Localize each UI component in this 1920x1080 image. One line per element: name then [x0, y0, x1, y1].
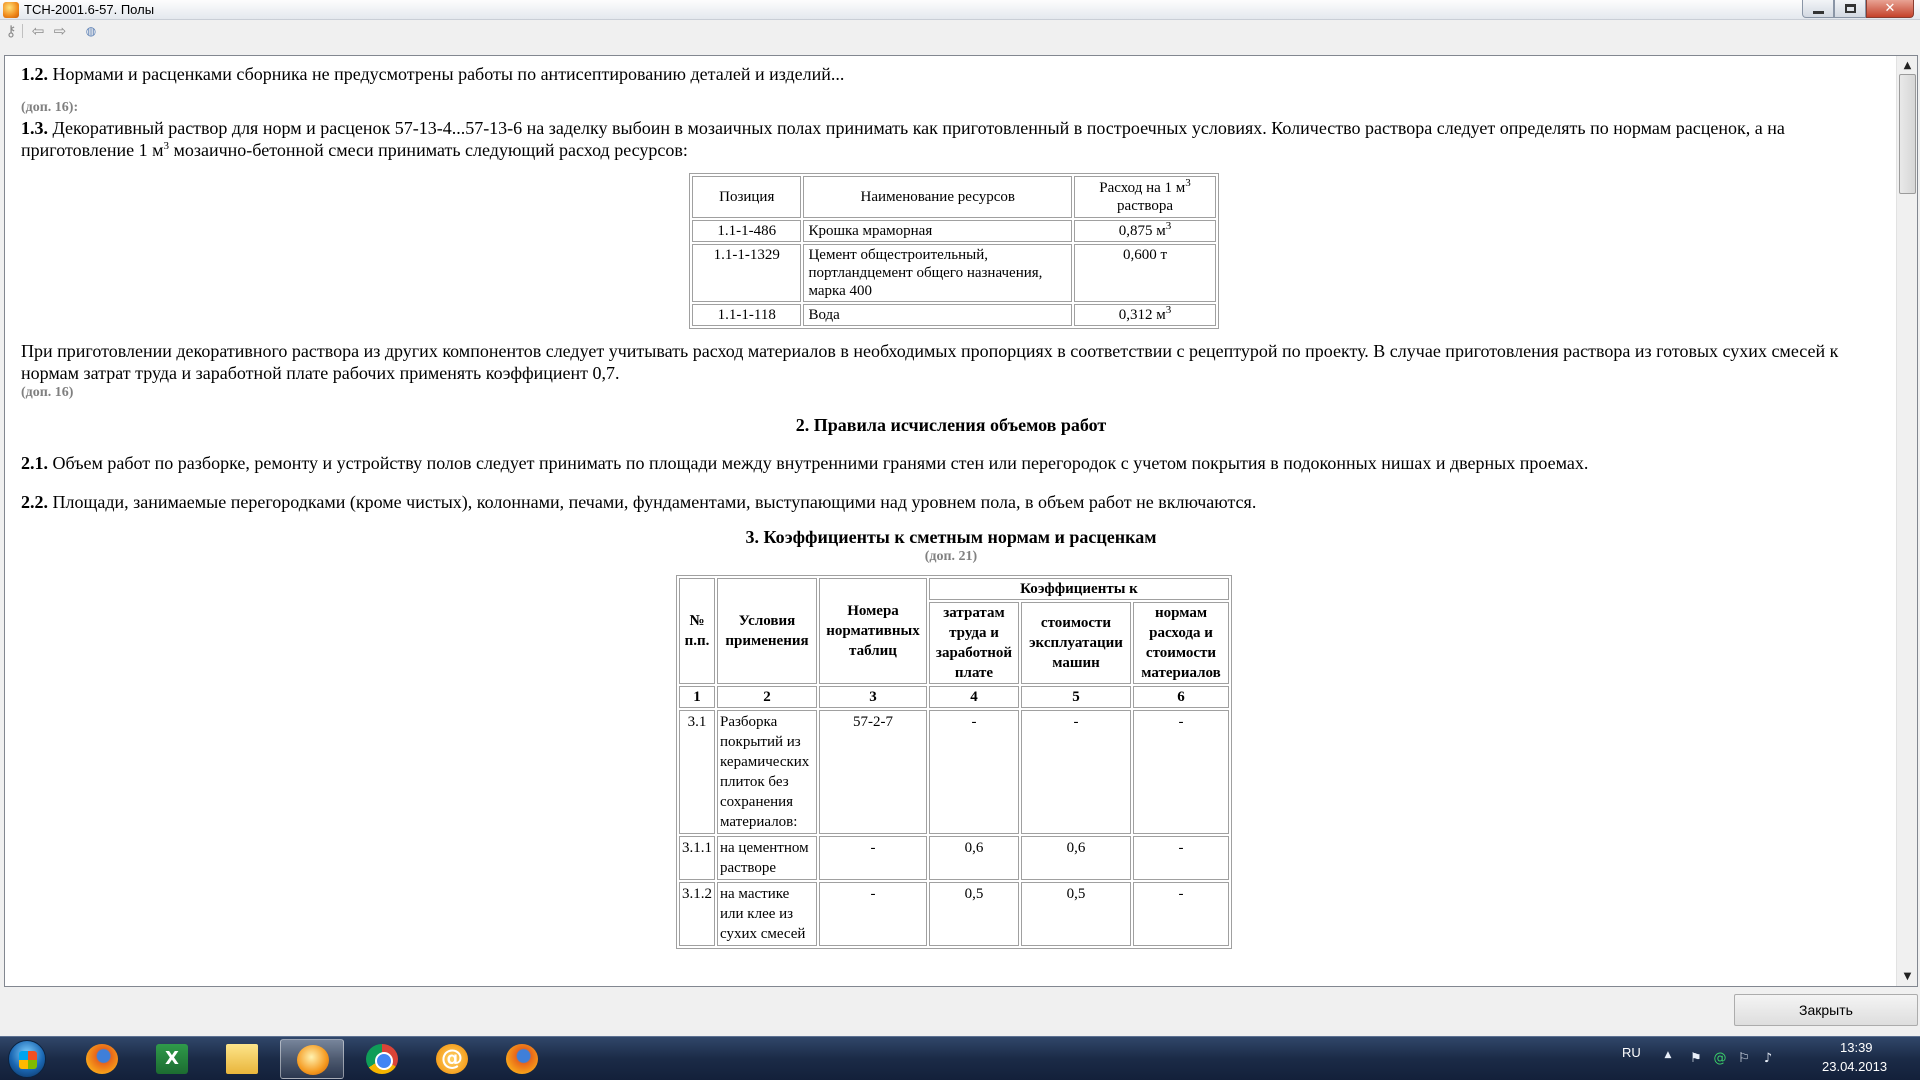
cell-labor: 0,5	[929, 882, 1019, 946]
language-indicator[interactable]: RU	[1622, 1045, 1641, 1060]
table-row	[692, 304, 1216, 326]
vertical-scrollbar[interactable]	[1896, 56, 1917, 986]
resource-table	[689, 173, 1219, 329]
close-icon: ✕	[1884, 1, 1896, 16]
taskbar-app-firefox-2[interactable]	[490, 1039, 554, 1079]
column-number: 5	[1021, 686, 1131, 708]
col-header-conditions: Условия применения	[717, 578, 817, 684]
addendum-note: (доп. 16):	[21, 100, 79, 115]
table-row	[679, 836, 1229, 880]
column-number-row	[679, 686, 1229, 708]
cell-consumption: 0,312 $м^3$	[1074, 304, 1216, 326]
mail-agent-icon: @	[436, 1044, 468, 1074]
scroll-up-arrow-icon[interactable]: ▲	[1898, 57, 1917, 74]
paragraph-1-3: 1.3. Декоративный раствор для норм и расценок 57-13-4...57-13-6 на заделку выбоин в мозаичных полах принимать как приготовленный в построечных условиях. Количество раствора следует определять по нормам расценок, а на приготовление 1 $м^3$ мозаично-бетонной смеси принимать следующий расход ресурсов:	[21, 118, 1785, 160]
window-controls	[1802, 0, 1914, 18]
cell-table-numbers: 57-2-7	[819, 710, 927, 834]
scroll-down-arrow-icon[interactable]: ▼	[1898, 968, 1917, 985]
section-2-heading: 2. Правила исчисления объемов работ	[795, 415, 1107, 435]
col-header-materials: нормам расхода и стоимости материалов	[1133, 602, 1229, 684]
section-3-addendum-note: (доп. 21)	[924, 549, 978, 564]
minimize-icon	[1813, 11, 1824, 14]
table-row	[692, 244, 1216, 302]
column-number: 4	[929, 686, 1019, 708]
cell-resource-name: Вода	[803, 304, 1072, 326]
cell-materials: -	[1133, 882, 1229, 946]
excel-icon: X	[156, 1044, 188, 1074]
title-bar	[0, 0, 1920, 20]
paragraph-1-2: 1.2. Нормами и расценками сборника не предусмотрены работы по антисептированию деталей и изделий...	[21, 64, 845, 84]
close-window-button[interactable]	[1866, 0, 1914, 18]
taskbar-app-firefox[interactable]	[70, 1039, 134, 1079]
cell-conditions: на цементном растворе	[717, 836, 817, 880]
taskbar-app-chrome[interactable]	[350, 1039, 414, 1079]
window-title: ТСН-2001.6-57. Полы	[24, 2, 155, 17]
table-row	[679, 882, 1229, 946]
column-number: 2	[717, 686, 817, 708]
col-header-coefficients-group: Коэффициенты к	[929, 578, 1229, 600]
toolbar	[0, 21, 1920, 41]
taskbar-app-excel[interactable]	[140, 1039, 204, 1079]
start-button[interactable]	[8, 1040, 46, 1078]
cell-machines: 0,6	[1021, 836, 1131, 880]
cell-position: 1.1-1-118	[692, 304, 801, 326]
back-arrow-icon[interactable]: ⇦	[31, 22, 45, 40]
paragraph-2-2: 2.2. Площади, занимаемые перегородками (кроме чистых), колоннами, печами, фундаментами, выступающими над уровнем пола, в объем работ не включаются.	[21, 492, 1257, 512]
scrollbar-thumb[interactable]	[1899, 74, 1916, 194]
table-row	[679, 710, 1229, 834]
volume-icon[interactable]: ♪	[1763, 1051, 1773, 1066]
taskbar-app-reference[interactable]	[280, 1039, 344, 1079]
file-explorer-icon	[226, 1044, 258, 1074]
column-number: 1	[679, 686, 715, 708]
system-tray	[1600, 1037, 1920, 1080]
clock-time[interactable]: 13:39	[1840, 1040, 1873, 1055]
table-row	[692, 220, 1216, 242]
forward-arrow-icon[interactable]: ⇨	[53, 22, 67, 40]
cell-position: 1.1-1-486	[692, 220, 801, 242]
cell-materials: -	[1133, 710, 1229, 834]
windows-logo-icon	[19, 1051, 37, 1069]
addendum-note: (доп. 16)	[21, 385, 74, 400]
col-header-position: Позиция	[692, 176, 801, 218]
paragraph-decorative-mortar: При приготовлении декоративного раствора из других компонентов следует учитывать расход материалов в необходимых пропорциях в соответствии с рецептурой по проекту. В случае приготовления раствора из готовых сухих смесей к нормам затрат труда и заработной плате рабочих применять коэффициент 0,7.	[21, 341, 1839, 383]
col-header-resource-name: Наименование ресурсов	[803, 176, 1072, 218]
cell-labor: -	[929, 710, 1019, 834]
cell-materials: -	[1133, 836, 1229, 880]
col-header-labor: затратам труда и заработной плате	[929, 602, 1019, 684]
paragraph-number: 2.1.	[21, 453, 48, 473]
app-icon	[3, 2, 19, 18]
globe-icon[interactable]: ◍	[85, 24, 97, 38]
col-header-consumption: Расход на 1 $м^3$ раствора	[1074, 176, 1216, 218]
cell-number: 3.1.2	[679, 882, 715, 946]
cell-conditions: Разборка покрытий из керамических плиток без сохранения материалов:	[717, 710, 817, 834]
col-header-number: № п.п.	[679, 578, 715, 684]
coefficients-table	[676, 575, 1232, 949]
network-warning-icon[interactable]: ⚑	[1690, 1051, 1702, 1066]
mail-tray-icon[interactable]: @	[1713, 1051, 1727, 1066]
maximize-icon	[1845, 4, 1856, 13]
taskbar-app-explorer[interactable]	[210, 1039, 274, 1079]
cell-machines: 0,5	[1021, 882, 1131, 946]
cell-conditions: на мастике или клее из сухих смесей	[717, 882, 817, 946]
cell-table-numbers: -	[819, 836, 927, 880]
clock-date[interactable]: 23.04.2013	[1822, 1059, 1888, 1074]
cell-consumption: 0,600 т	[1074, 244, 1216, 302]
table-header-row	[692, 176, 1216, 218]
cell-resource-name: Крошка мраморная	[803, 220, 1072, 242]
key-icon[interactable]: ⚷	[5, 22, 17, 40]
toolbar-separator	[22, 24, 23, 38]
firefox-icon	[86, 1044, 118, 1074]
cell-labor: 0,6	[929, 836, 1019, 880]
document-content	[5, 56, 1896, 986]
close-button[interactable]: Закрыть	[1734, 994, 1918, 1026]
taskbar-app-mail-agent[interactable]	[420, 1039, 484, 1079]
cell-table-numbers: -	[819, 882, 927, 946]
table-header-row	[679, 578, 1229, 600]
col-header-table-numbers: Номера нормативных таблиц	[819, 578, 927, 684]
cell-machines: -	[1021, 710, 1131, 834]
paragraph-number: 2.2.	[21, 492, 48, 512]
minimize-button[interactable]	[1802, 0, 1834, 18]
document-viewer	[4, 55, 1918, 987]
action-center-icon[interactable]: ⚐	[1738, 1051, 1750, 1066]
paragraph-number: 1.2.	[21, 64, 48, 84]
column-number: 3	[819, 686, 927, 708]
section-3-heading: 3. Коэффициенты к сметным нормам и расценкам	[745, 527, 1157, 547]
cell-resource-name: Цемент общестроительный, портландцемент общего назначения, марка 400	[803, 244, 1072, 302]
show-hidden-icons-icon[interactable]: ▲	[1664, 1050, 1672, 1060]
cell-number: 3.1	[679, 710, 715, 834]
maximize-button[interactable]	[1834, 0, 1866, 18]
col-header-machines: стоимости эксплуатации машин	[1021, 602, 1131, 684]
cell-position: 1.1-1-1329	[692, 244, 801, 302]
cell-number: 3.1.1	[679, 836, 715, 880]
column-number: 6	[1133, 686, 1229, 708]
paragraph-2-1: 2.1. Объем работ по разборке, ремонту и устройству полов следует принимать по площади между внутренними гранями стен или перегородок с учетом покрытия в подоконных нишах и дверных проемах.	[21, 453, 1589, 473]
reference-app-icon	[297, 1045, 329, 1075]
chrome-icon	[366, 1044, 398, 1074]
paragraph-number: 1.3.	[21, 118, 48, 138]
taskbar	[0, 1036, 1920, 1080]
firefox-icon	[506, 1044, 538, 1074]
cell-consumption: 0,875 $м^3$	[1074, 220, 1216, 242]
